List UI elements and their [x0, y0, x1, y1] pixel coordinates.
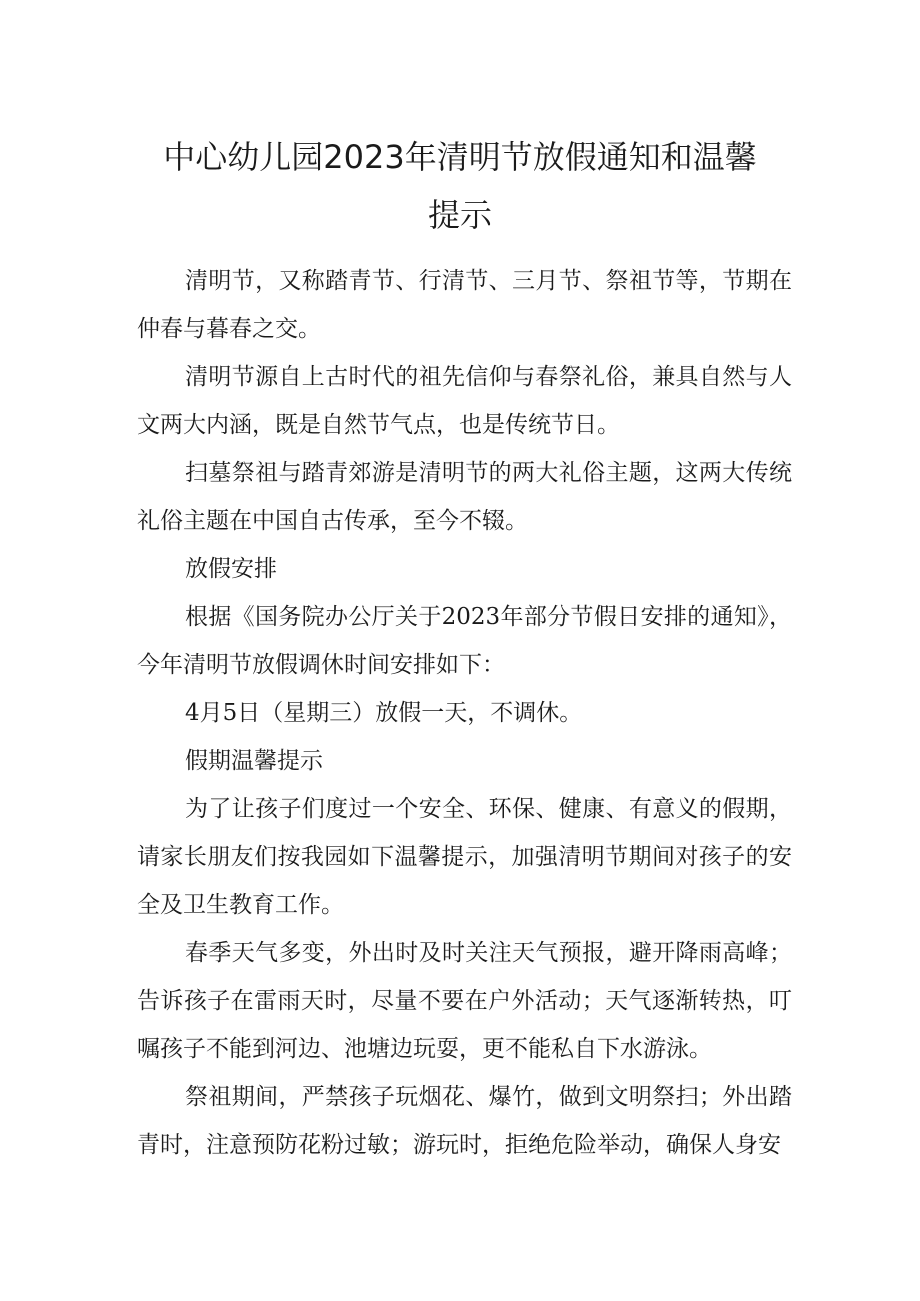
- title-line-2: 提示: [427, 196, 492, 234]
- paragraph-holiday-date: 4月5日（星期三）放假一天，不调休。: [185, 700, 583, 726]
- heading-holiday-arrangement: 放假安排: [185, 556, 277, 582]
- document-body: [137, 257, 792, 1169]
- paragraph-intro: 清明节，又称踏青节、行清节、三月节、祭祖节等，节期在仲春与暮春之交。: [137, 268, 792, 342]
- paragraph-customs: 扫墓祭祖与踏青郊游是清明节的两大礼俗主题，这两大传统礼俗主题在中国自古传承，至今不辍。: [137, 460, 792, 534]
- title-line-1: 中心幼儿园2023年清明节放假通知和温馨: [163, 138, 757, 176]
- paragraph-notice-basis: 根据《国务院办公厅关于2023年部分节假日安排的通知》，今年清明节放假调休时间安排如下：: [137, 604, 792, 678]
- paragraph-fire-safety: 祭祖期间，严禁孩子玩烟花、爆竹，做到文明祭扫；外出踏青时，注意预防花粉过敏；游玩时，拒绝危险举动，确保人身安: [137, 1084, 792, 1158]
- paragraph-weather-safety: 春季天气多变，外出时及时关注天气预报，避开降雨高峰；告诉孩子在雷雨天时，尽量不要在户外活动；天气逐渐转热，叮嘱孩子不能到河边、池塘边玩耍，更不能私自下水游泳。: [137, 940, 792, 1062]
- document-title: [80, 128, 840, 244]
- paragraph-tips-intro: 为了让孩子们度过一个安全、环保、健康、有意义的假期，请家长朋友们按我园如下温馨提示，加强清明节期间对孩子的安全及卫生教育工作。: [137, 796, 792, 918]
- paragraph-origin: 清明节源自上古时代的祖先信仰与春祭礼俗，兼具自然与人文两大内涵，既是自然节气点，也是传统节日。: [137, 364, 792, 438]
- heading-holiday-tips: 假期温馨提示: [185, 748, 323, 774]
